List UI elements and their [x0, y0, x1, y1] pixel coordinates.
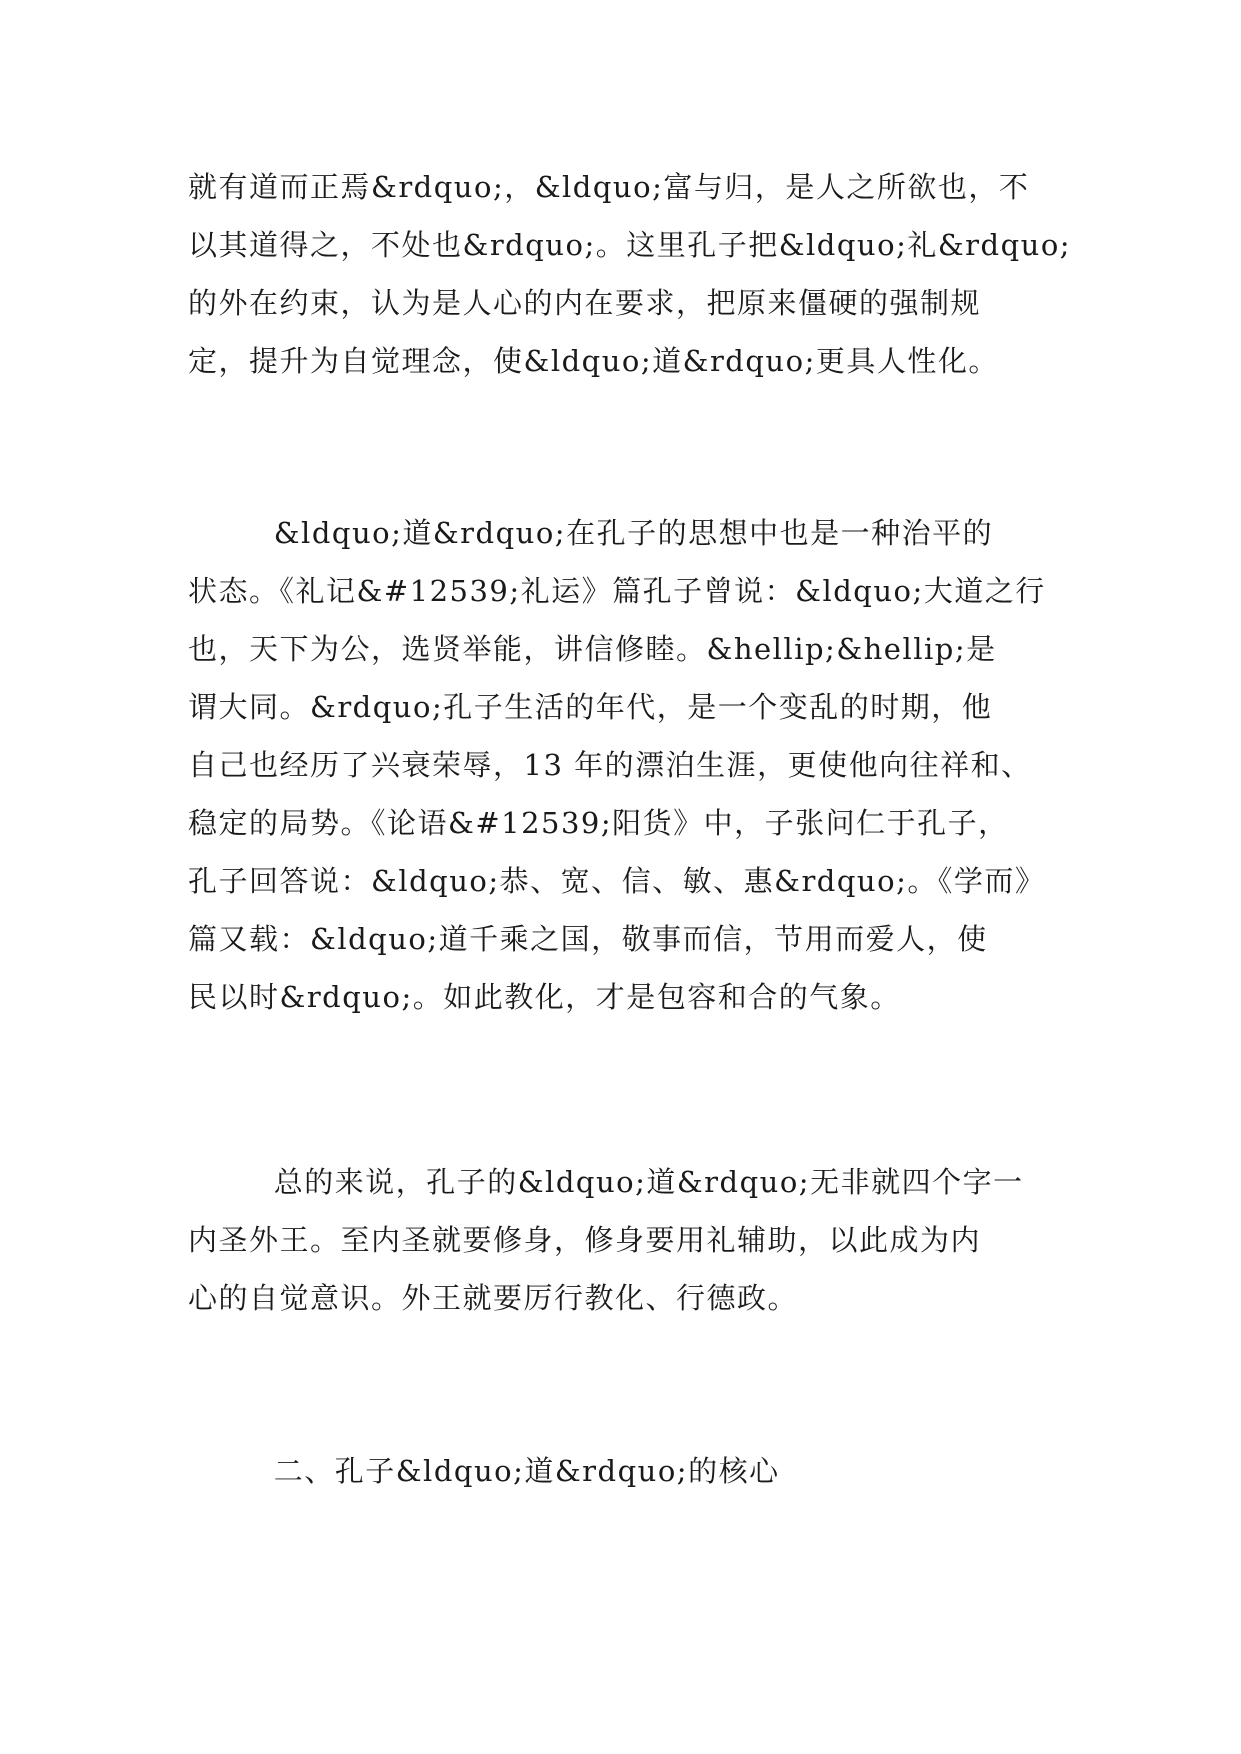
text-line: 孔子回答说：&ldquo;恭、宽、信、敏、惠&rdquo;。《学而》: [188, 864, 1046, 898]
text-line: 定，提升为自觉理念，使&ldquo;道&rdquo;更具人性化。: [188, 344, 999, 378]
text-line: 自己也经历了兴衰荣辱，13 年的漂泊生涯，更使他向往祥和、: [188, 748, 1032, 782]
text-line: 谓大同。&rdquo;孔子生活的年代，是一个变乱的时期，他: [188, 690, 993, 724]
text-line: 以其道得之，不处也&rdquo;。这里孔子把&ldquo;礼&rdquo;: [188, 228, 1072, 262]
text-line: 民以时&rdquo;。如此教化，才是包容和合的气象。: [188, 980, 901, 1014]
paragraph-1: [188, 158, 1072, 390]
text-line: 的外在约束，认为是人心的内在要求，把原来僵硬的强制规: [188, 286, 982, 320]
paragraph-2: [188, 504, 1058, 1026]
text-line: 就有道而正焉&rdquo;，&ldquo;富与归，是人之所欲也，不: [188, 170, 1030, 204]
text-line: 也，天下为公，选贤举能，讲信修睦。&hellip;&hellip;是: [188, 632, 997, 666]
text-line: 状态。《礼记&#12539;礼运》篇孔子曾说：&ldquo;大道之行: [188, 574, 1046, 608]
paragraph-3: [188, 1153, 1058, 1327]
text-line: &ldquo;道&rdquo;在孔子的思想中也是一种治平的: [188, 516, 994, 550]
text-line: 心的自觉意识。外王就要厉行教化、行德政。: [188, 1281, 799, 1315]
section-heading: [188, 1442, 1058, 1500]
text-line: 总的来说，孔子的&ldquo;道&rdquo;无非就四个字一: [188, 1165, 1024, 1199]
heading-text: 二、孔子&ldquo;道&rdquo;的核心: [188, 1454, 780, 1488]
text-line: 内圣外王。至内圣就要修身，修身要用礼辅助，以此成为内: [188, 1223, 982, 1257]
text-line: 篇又载：&ldquo;道千乘之国，敬事而信，节用而爱人，使: [188, 922, 988, 956]
text-line: 稳定的局势。《论语&#12539;阳货》中，子张问仁于孔子，: [188, 806, 1009, 840]
